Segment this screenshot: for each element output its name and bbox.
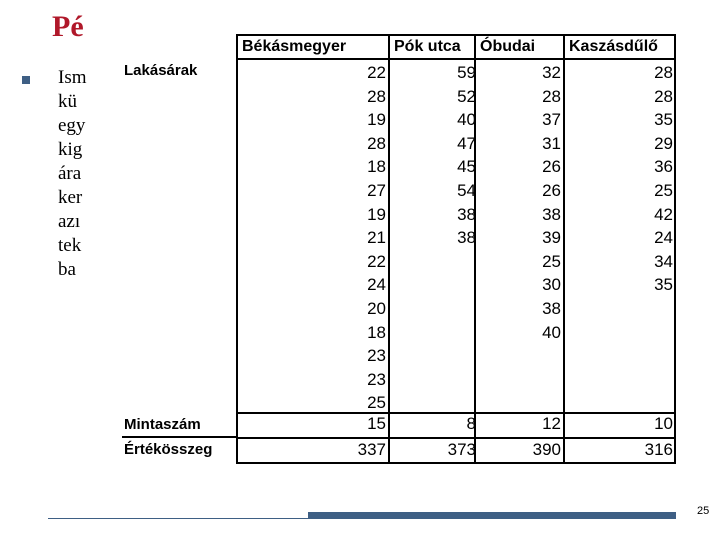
table-cell: 38 bbox=[457, 204, 476, 224]
table-cell: 25 bbox=[654, 180, 673, 200]
body-line: kig bbox=[58, 139, 83, 160]
row-label-value-sum: Értékösszeg bbox=[124, 441, 213, 458]
table-cell: 22 bbox=[367, 251, 386, 271]
value-sum-cell: 337 bbox=[357, 440, 386, 459]
table-cell: 24 bbox=[367, 275, 386, 295]
table-cell: 21 bbox=[367, 228, 386, 248]
table-cell: 27 bbox=[367, 180, 386, 200]
table-cell: 18 bbox=[367, 157, 386, 177]
table-cell: 40 bbox=[542, 322, 561, 342]
table-cell: 45 bbox=[457, 157, 476, 177]
table-cell: 23 bbox=[367, 369, 386, 389]
column-header: Óbudai bbox=[480, 38, 536, 55]
slide-body-text bbox=[58, 66, 98, 282]
table-cell: 23 bbox=[367, 346, 386, 366]
sum-divider bbox=[238, 437, 674, 439]
column-values bbox=[476, 61, 561, 344]
table-cell: 34 bbox=[654, 251, 673, 271]
table-cell: 47 bbox=[457, 133, 476, 153]
footer-bar bbox=[308, 512, 676, 519]
table-cell: 28 bbox=[542, 86, 561, 106]
footer-rule bbox=[48, 518, 310, 519]
body-line: azı bbox=[58, 211, 81, 232]
sample-size-cell: 10 bbox=[654, 414, 673, 433]
column-header: Kaszásdűlő bbox=[569, 38, 658, 55]
body-line: kü bbox=[58, 91, 77, 112]
sample-size-cell: 15 bbox=[367, 414, 386, 433]
table-cell: 18 bbox=[367, 322, 386, 342]
table-cell: 42 bbox=[654, 204, 673, 224]
header-divider bbox=[238, 58, 674, 60]
sample-size-cell: 12 bbox=[542, 414, 561, 433]
column-header: Pók utca bbox=[394, 38, 461, 55]
table-cell: 40 bbox=[457, 110, 476, 130]
column-values bbox=[238, 61, 386, 415]
body-line: ára bbox=[58, 163, 82, 184]
price-table bbox=[236, 34, 676, 464]
body-line: ker bbox=[58, 187, 83, 208]
table-cell: 59 bbox=[457, 63, 476, 82]
table-cell: 28 bbox=[367, 86, 386, 106]
table-cell: 54 bbox=[457, 180, 476, 200]
table-cell: 26 bbox=[542, 180, 561, 200]
table-cell: 36 bbox=[654, 157, 673, 177]
body-line: egy bbox=[58, 115, 86, 136]
value-sum-cell: 390 bbox=[532, 440, 561, 459]
table-cell: 39 bbox=[542, 228, 561, 248]
body-line: ba bbox=[58, 259, 76, 280]
sample-size-cell: 8 bbox=[466, 414, 476, 433]
row-label-prices: Lakásárak bbox=[124, 62, 198, 79]
body-line: Ism bbox=[58, 67, 87, 88]
table-cell: 38 bbox=[457, 228, 476, 248]
table-cell: 19 bbox=[367, 204, 386, 224]
column-values bbox=[390, 61, 476, 250]
column-values bbox=[565, 61, 673, 297]
table-cell: 35 bbox=[654, 110, 673, 130]
table-cell: 25 bbox=[542, 251, 561, 271]
table-cell: 28 bbox=[367, 133, 386, 153]
table-cell: 38 bbox=[542, 204, 561, 224]
table-cell: 37 bbox=[542, 110, 561, 130]
table-cell: 20 bbox=[367, 298, 386, 318]
table-cell: 26 bbox=[542, 157, 561, 177]
table-cell: 24 bbox=[654, 228, 673, 248]
label-divider bbox=[122, 436, 238, 438]
column-header: Békásmegyer bbox=[242, 38, 347, 55]
table-cell: 52 bbox=[457, 86, 476, 106]
row-label-sample-size: Mintaszám bbox=[124, 416, 201, 433]
table-cell: 19 bbox=[367, 110, 386, 130]
table-cell: 35 bbox=[654, 275, 673, 295]
table-cell: 30 bbox=[542, 275, 561, 295]
page-number: 25 bbox=[697, 505, 710, 517]
value-sum-cell: 316 bbox=[644, 440, 673, 459]
body-line: tek bbox=[58, 235, 82, 256]
value-sum-cell: 373 bbox=[447, 440, 476, 459]
slide-title: Pé bbox=[52, 10, 84, 43]
table-cell: 29 bbox=[654, 133, 673, 153]
table-cell: 25 bbox=[367, 393, 386, 413]
table-cell: 28 bbox=[654, 86, 673, 106]
table-cell: 22 bbox=[367, 63, 386, 82]
table-cell: 38 bbox=[542, 298, 561, 318]
table-cell: 32 bbox=[542, 63, 561, 82]
table-cell: 28 bbox=[654, 63, 673, 82]
table-cell: 31 bbox=[542, 133, 561, 153]
bullet-icon bbox=[22, 76, 30, 84]
